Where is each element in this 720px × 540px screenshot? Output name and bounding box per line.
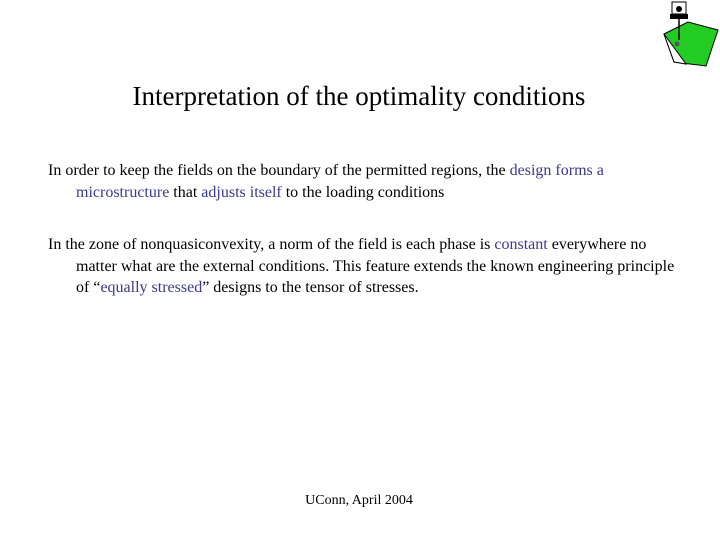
p1-text-3: to the loading conditions <box>281 183 445 201</box>
uconn-logo <box>660 0 720 70</box>
p1-highlight-2: adjusts itself <box>201 183 282 201</box>
p1-text-2: that <box>169 183 202 201</box>
p2-text-1: In the zone of nonquasiconvexity, a norm of the field is each phase is <box>48 236 495 253</box>
slide-footer: UConn, April 2004 <box>305 493 413 508</box>
p1-text-1: In order to keep the fields on the boundary of the permitted regions, the <box>48 162 510 179</box>
paragraph-1 <box>48 160 686 203</box>
p1-highlight-1: design forms a microstructure <box>76 162 604 201</box>
paragraph-2 <box>48 234 686 299</box>
p2-highlight-2: equally stressed <box>100 279 203 296</box>
p2-highlight-1: constant <box>494 236 548 253</box>
p2-text-3: ” designs to the tensor of stresses. <box>202 279 419 296</box>
slide-title: Interpretation of the optimality conditions <box>132 81 586 111</box>
p2-text-2: everywhere no matter what are the external conditions. This feature extends the known engineering principle of “ <box>76 236 675 296</box>
